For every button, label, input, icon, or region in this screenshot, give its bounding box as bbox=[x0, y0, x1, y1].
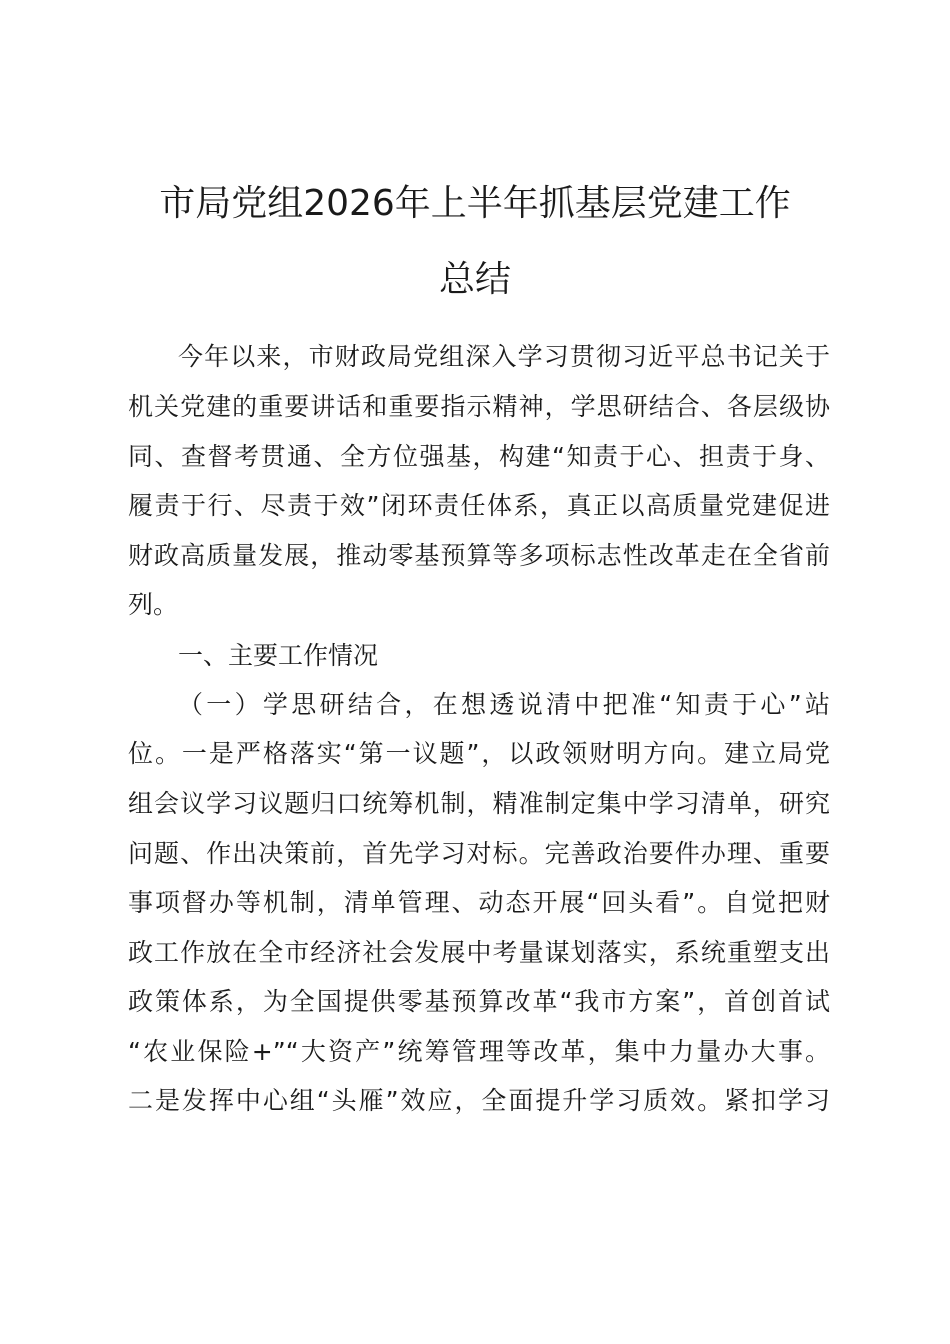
paragraph-line: 组会议学习议题归口统筹机制，精准制定集中学习清单，研究 bbox=[128, 789, 830, 818]
paragraph-line: 财政高质量发展，推动零基预算等多项标志性改革走在全省前 bbox=[128, 541, 830, 570]
document-title-line-1: 市局党组2026年上半年抓基层党建工作 bbox=[159, 183, 791, 224]
paragraph-line: 政策体系，为全国提供零基预算改革“我市方案”，首创首试 bbox=[128, 987, 830, 1016]
paragraph-line: 政工作放在全市经济社会发展中考量谋划落实，系统重塑支出 bbox=[128, 938, 830, 967]
paragraph-line: 列。 bbox=[128, 590, 179, 619]
paragraph-line: “农业保险+”“大资产”统筹管理等改革，集中力量办大事。 bbox=[128, 1037, 830, 1066]
paragraph-line: 二是发挥中心组“头雁”效应，全面提升学习质效。紧扣学习 bbox=[128, 1086, 830, 1115]
paragraph-line: 事项督办等机制，清单管理、动态开展“回头看”。自觉把财 bbox=[128, 888, 830, 917]
section-heading: 一、主要工作情况 bbox=[178, 641, 379, 670]
document-title-line-2: 总结 bbox=[438, 259, 511, 300]
paragraph-line: 今年以来，市财政局党组深入学习贯彻习近平总书记关于 bbox=[178, 342, 830, 371]
paragraph-line: 履责于行、尽责于效”闭环责任体系，真正以高质量党建促进 bbox=[128, 491, 830, 520]
paragraph-line: 同、查督考贯通、全方位强基，构建“知责于心、担责于身、 bbox=[128, 442, 830, 471]
paragraph-line: （一）学思研结合，在想透说清中把准“知责于心”站 bbox=[178, 690, 830, 719]
paragraph-line: 机关党建的重要讲话和重要指示精神，学思研结合、各层级协 bbox=[128, 392, 830, 421]
paragraph-line: 位。一是严格落实“第一议题”，以政领财明方向。建立局党 bbox=[128, 739, 830, 768]
paragraph-line: 问题、作出决策前，首先学习对标。完善政治要件办理、重要 bbox=[128, 839, 830, 868]
